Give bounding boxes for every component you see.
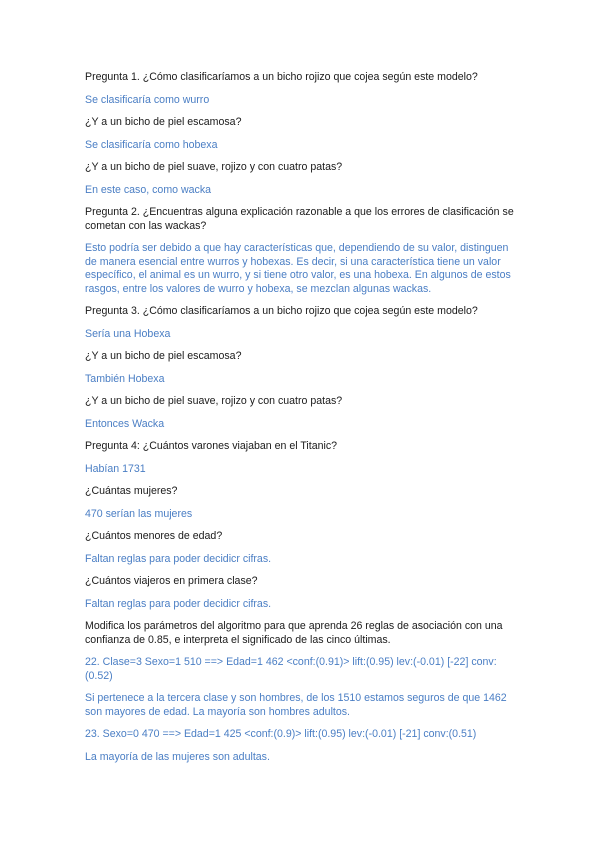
answer-2: Esto podría ser debido a que hay características que, dependiendo de su valor, distinguen de manera esencial entre wurros y hobexas. Es decir, si una característica tiene un valor específico, el animal es un wurro, y si tiene otro valor, es una hobexa. En algunos de estos rasgos, entre los valores de wurro y hobexa, se mezclan algunas wackas. [85,242,511,295]
answer-1: Se clasificaría como wurro [85,93,210,106]
question-1: Pregunta 1. ¿Cómo clasificaríamos a un bicho rojizo que cojea según este modelo? [85,71,478,83]
question-4: Pregunta 4: ¿Cuántos varones viajaban en el Titanic? [85,440,338,452]
question-1c: ¿Y a un bicho de piel suave, rojizo y con cuatro patas? [85,161,343,173]
answer-1c: En este caso, como wacka [85,183,212,196]
answer-4b: 470 serían las mujeres [85,507,193,520]
answer-3b: También Hobexa [85,372,165,385]
answer-3: Sería una Hobexa [85,327,171,340]
answer-4c: Faltan reglas para poder decidicr cifras. [85,552,272,565]
question-4b: ¿Cuántas mujeres? [85,485,178,497]
rule-22: 22. Clase=3 Sexo=1 510 ==> Edad=1 462 <conf:(0.91)> lift:(0.95) lev:(-0.01) [-22] conv:(0.52) [85,656,497,682]
question-3: Pregunta 3. ¿Cómo clasificaríamos a un bicho rojizo que cojea según este modelo? [85,305,478,317]
question-3b: ¿Y a un bicho de piel escamosa? [85,350,242,362]
question-3c: ¿Y a un bicho de piel suave, rojizo y con cuatro patas? [85,395,343,407]
question-4c: ¿Cuántos menores de edad? [85,530,223,542]
rule-22-interpretation: Si pertenece a la tercera clase y son hombres, de los 1510 estamos seguros de que 1462 son mayores de edad. La mayoría son hombres adultos. [85,692,507,718]
question-2: Pregunta 2. ¿Encuentras alguna explicación razonable a que los errores de clasificación se cometan con las wackas? [85,206,514,232]
rule-23-interpretation: La mayoría de las mujeres son adultas. [85,750,270,763]
question-4d: ¿Cuántos viajeros en primera clase? [85,575,258,587]
question-5: Modifica los parámetros del algoritmo para que aprenda 26 reglas de asociación con una confianza de 0.85, e interpreta el significado de las cinco últimas. [85,620,503,646]
answer-3c: Entonces Wacka [85,417,165,430]
rule-23: 23. Sexo=0 470 ==> Edad=1 425 <conf:(0.9)> lift:(0.95) lev:(-0.01) [-21] conv:(0.51) [85,728,477,740]
question-1b: ¿Y a un bicho de piel escamosa? [85,116,242,128]
answer-1b: Se clasificaría como hobexa [85,138,218,151]
answer-4: Habían 1731 [85,462,146,475]
document-page [85,71,515,773]
answer-4d: Faltan reglas para poder decidicr cifras. [85,597,272,610]
